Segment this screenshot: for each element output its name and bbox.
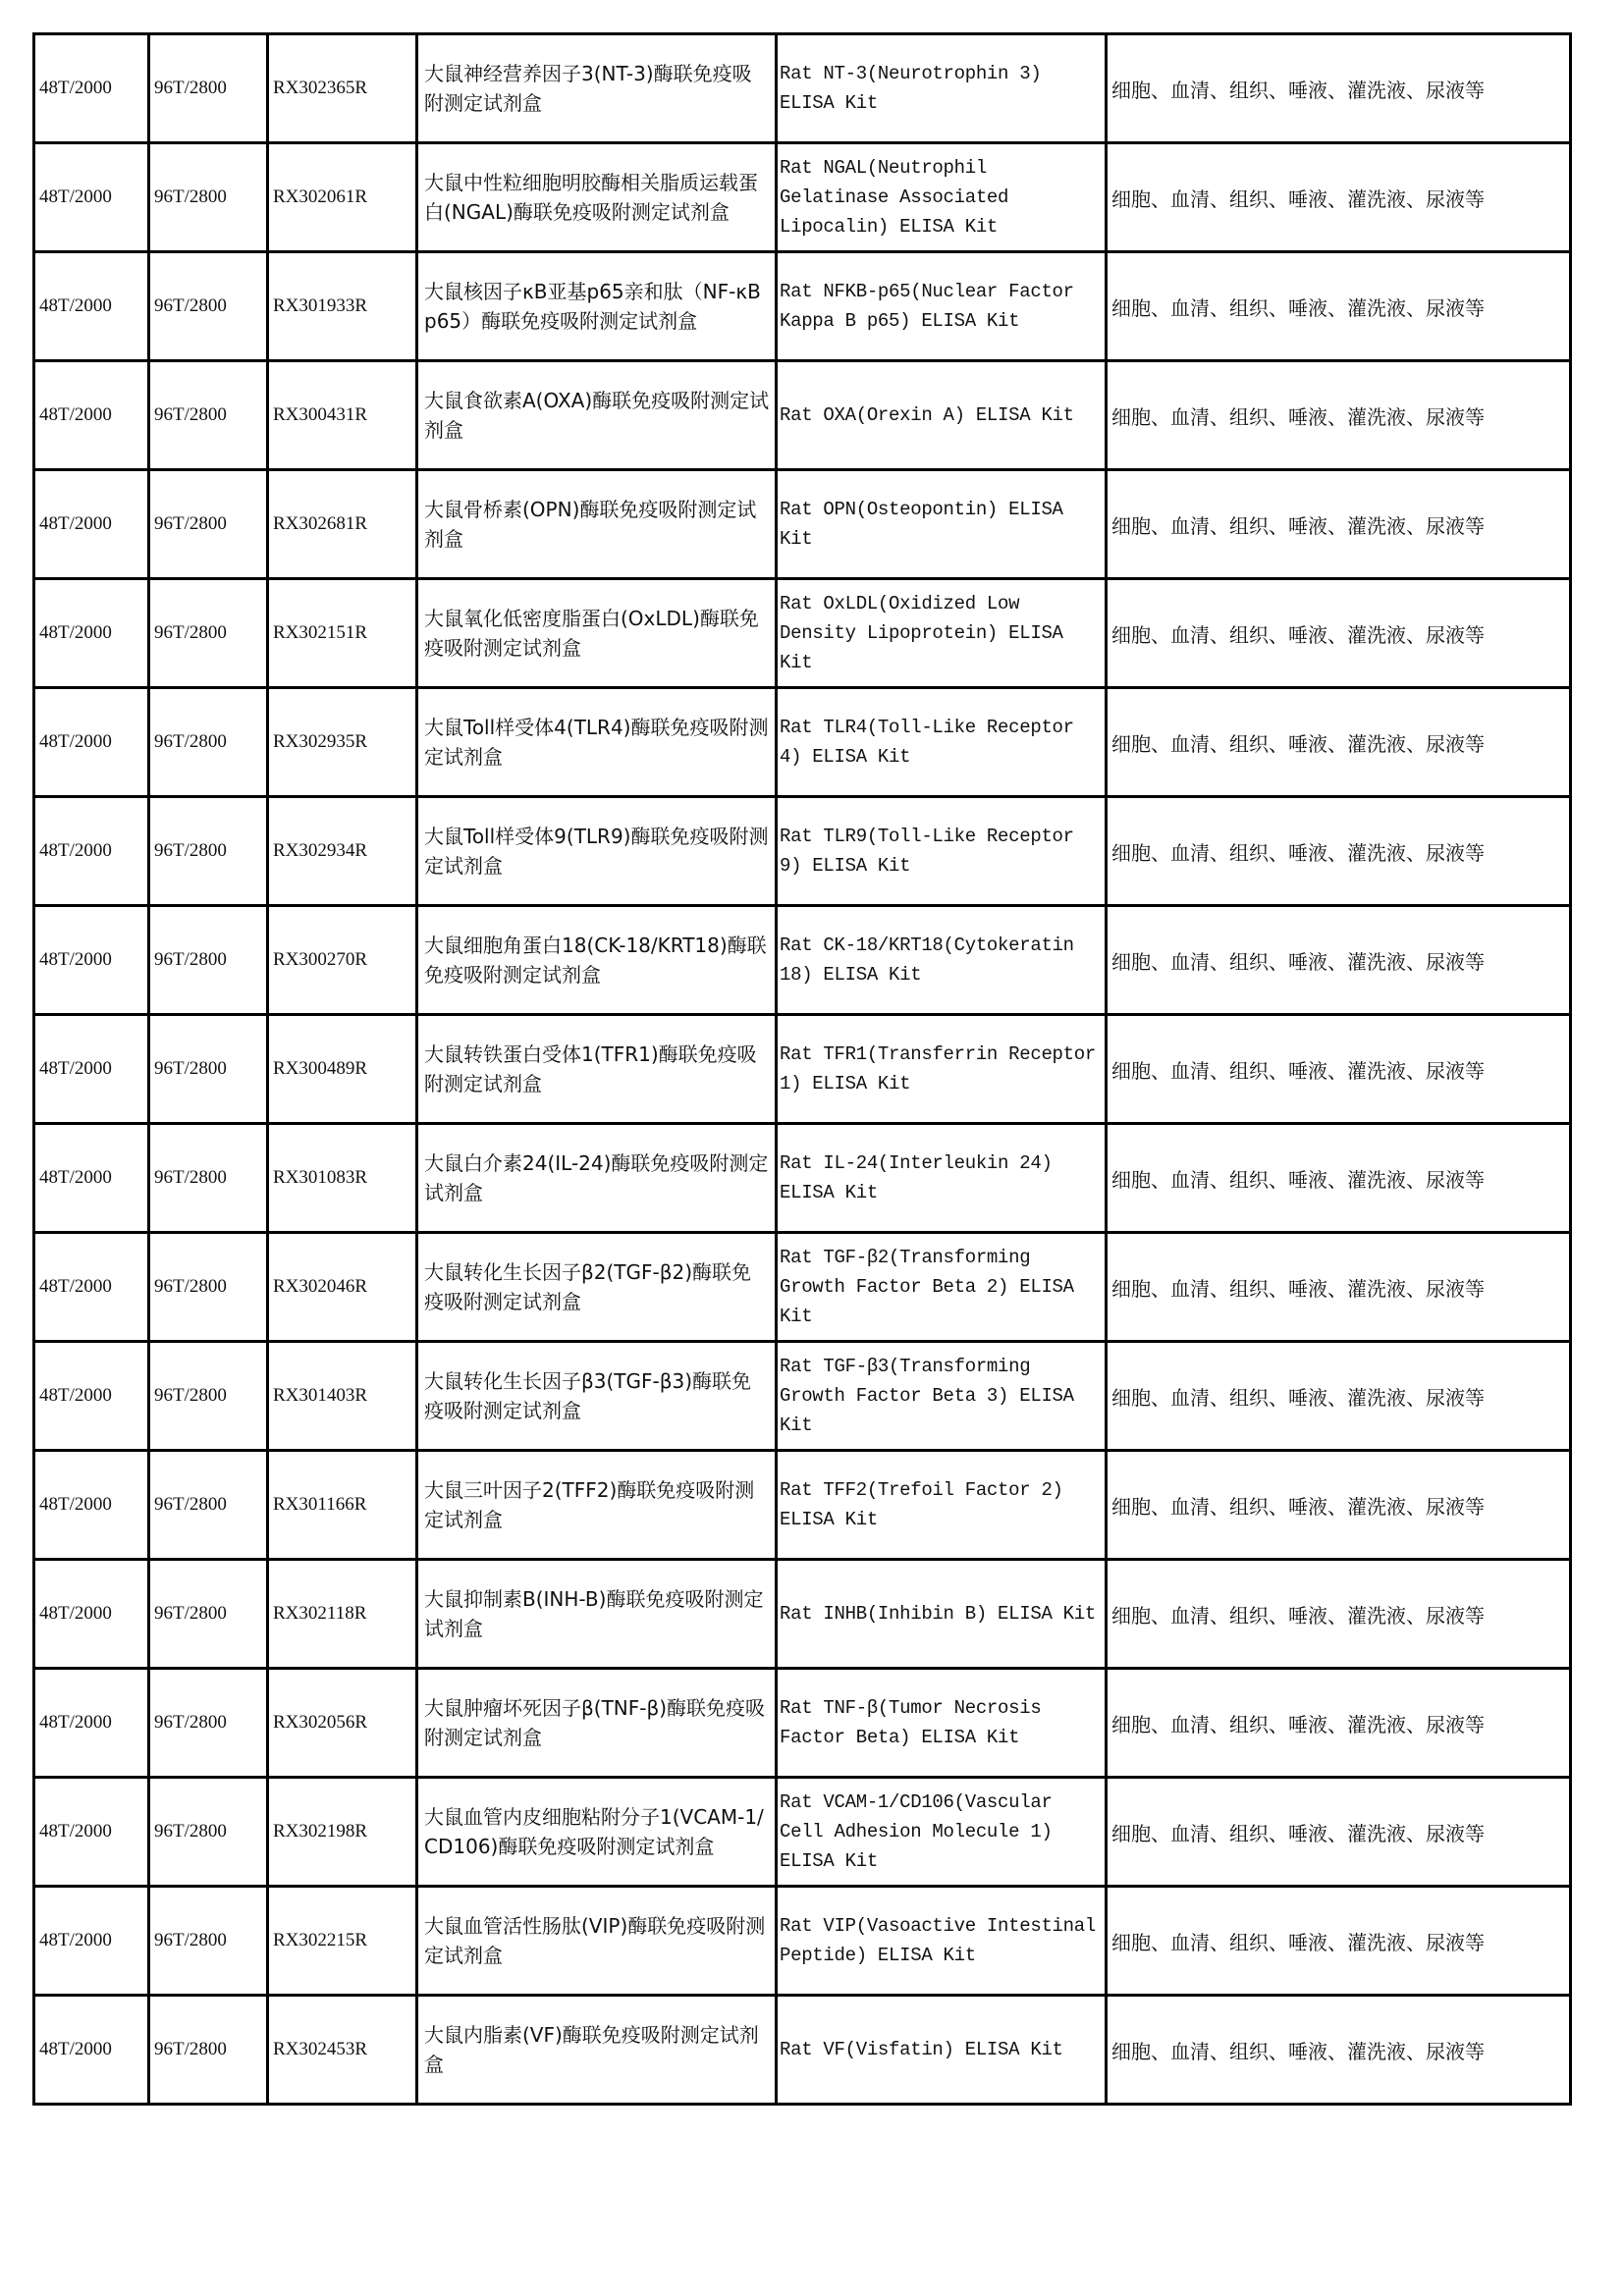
chinese-name-cell: 大鼠细胞角蛋白18(CK-18/KRT18)酶联免疫吸附测定试剂盒 bbox=[417, 906, 777, 1015]
table-row bbox=[34, 143, 1571, 252]
table-row bbox=[34, 1015, 1571, 1124]
spec-large-cell: 96T/2800 bbox=[149, 1778, 268, 1887]
spec-small-cell: 48T/2000 bbox=[34, 688, 149, 797]
english-name-cell: Rat VCAM-1/CD106(Vascular Cell Adhesion Molecule 1) ELISA Kit bbox=[777, 1778, 1107, 1887]
table-row bbox=[34, 34, 1571, 143]
document-page bbox=[32, 32, 1569, 2106]
table-row bbox=[34, 470, 1571, 579]
table-row bbox=[34, 1124, 1571, 1233]
spec-small-cell: 48T/2000 bbox=[34, 1887, 149, 1996]
table-row bbox=[34, 797, 1571, 906]
sample-types-cell: 细胞、血清、组织、唾液、灌洗液、尿液等 bbox=[1107, 579, 1571, 688]
spec-large-cell: 96T/2800 bbox=[149, 1015, 268, 1124]
sample-types-cell: 细胞、血清、组织、唾液、灌洗液、尿液等 bbox=[1107, 688, 1571, 797]
spec-large-cell: 96T/2800 bbox=[149, 1887, 268, 1996]
catalog-number-cell: RX302046R bbox=[268, 1233, 417, 1342]
english-name-cell: Rat TFF2(Trefoil Factor 2) ELISA Kit bbox=[777, 1451, 1107, 1560]
sample-types-cell: 细胞、血清、组织、唾液、灌洗液、尿液等 bbox=[1107, 1778, 1571, 1887]
catalog-number-cell: RX302681R bbox=[268, 470, 417, 579]
sample-types-cell: 细胞、血清、组织、唾液、灌洗液、尿液等 bbox=[1107, 34, 1571, 143]
spec-large-cell: 96T/2800 bbox=[149, 252, 268, 361]
catalog-number-cell: RX302056R bbox=[268, 1669, 417, 1778]
sample-types-cell: 细胞、血清、组织、唾液、灌洗液、尿液等 bbox=[1107, 143, 1571, 252]
spec-small-cell: 48T/2000 bbox=[34, 906, 149, 1015]
sample-types-cell: 细胞、血清、组织、唾液、灌洗液、尿液等 bbox=[1107, 1669, 1571, 1778]
table-row bbox=[34, 361, 1571, 470]
table-row bbox=[34, 1451, 1571, 1560]
english-name-cell: Rat TLR9(Toll-Like Receptor 9) ELISA Kit bbox=[777, 797, 1107, 906]
catalog-number-cell: RX302151R bbox=[268, 579, 417, 688]
catalog-number-cell: RX301166R bbox=[268, 1451, 417, 1560]
english-name-cell: Rat TLR4(Toll-Like Receptor 4) ELISA Kit bbox=[777, 688, 1107, 797]
english-name-cell: Rat INHB(Inhibin B) ELISA Kit bbox=[777, 1560, 1107, 1669]
spec-large-cell: 96T/2800 bbox=[149, 143, 268, 252]
spec-large-cell: 96T/2800 bbox=[149, 1124, 268, 1233]
chinese-name-cell: 大鼠内脂素(VF)酶联免疫吸附测定试剂盒 bbox=[417, 1996, 777, 2105]
elisa-kit-table bbox=[32, 32, 1572, 2106]
catalog-number-cell: RX300489R bbox=[268, 1015, 417, 1124]
catalog-number-cell: RX302453R bbox=[268, 1996, 417, 2105]
catalog-number-cell: RX302198R bbox=[268, 1778, 417, 1887]
table-row bbox=[34, 1887, 1571, 1996]
sample-types-cell: 细胞、血清、组织、唾液、灌洗液、尿液等 bbox=[1107, 1124, 1571, 1233]
sample-types-cell: 细胞、血清、组织、唾液、灌洗液、尿液等 bbox=[1107, 1560, 1571, 1669]
chinese-name-cell: 大鼠神经营养因子3(NT-3)酶联免疫吸附测定试剂盒 bbox=[417, 34, 777, 143]
spec-small-cell: 48T/2000 bbox=[34, 1451, 149, 1560]
chinese-name-cell: 大鼠白介素24(IL-24)酶联免疫吸附测定试剂盒 bbox=[417, 1124, 777, 1233]
spec-small-cell: 48T/2000 bbox=[34, 1669, 149, 1778]
chinese-name-cell: 大鼠Toll样受体4(TLR4)酶联免疫吸附测定试剂盒 bbox=[417, 688, 777, 797]
spec-small-cell: 48T/2000 bbox=[34, 1233, 149, 1342]
spec-small-cell: 48T/2000 bbox=[34, 579, 149, 688]
chinese-name-cell: 大鼠骨桥素(OPN)酶联免疫吸附测定试剂盒 bbox=[417, 470, 777, 579]
spec-small-cell: 48T/2000 bbox=[34, 1342, 149, 1451]
spec-small-cell: 48T/2000 bbox=[34, 470, 149, 579]
catalog-number-cell: RX302365R bbox=[268, 34, 417, 143]
spec-small-cell: 48T/2000 bbox=[34, 1778, 149, 1887]
spec-small-cell: 48T/2000 bbox=[34, 1015, 149, 1124]
english-name-cell: Rat OxLDL(Oxidized Low Density Lipoprotein) ELISA Kit bbox=[777, 579, 1107, 688]
chinese-name-cell: 大鼠转化生长因子β3(TGF-β3)酶联免疫吸附测定试剂盒 bbox=[417, 1342, 777, 1451]
english-name-cell: Rat VIP(Vasoactive Intestinal Peptide) ELISA Kit bbox=[777, 1887, 1107, 1996]
english-name-cell: Rat VF(Visfatin) ELISA Kit bbox=[777, 1996, 1107, 2105]
spec-large-cell: 96T/2800 bbox=[149, 1342, 268, 1451]
chinese-name-cell: 大鼠血管内皮细胞粘附分子1(VCAM-1/CD106)酶联免疫吸附测定试剂盒 bbox=[417, 1778, 777, 1887]
spec-large-cell: 96T/2800 bbox=[149, 1996, 268, 2105]
sample-types-cell: 细胞、血清、组织、唾液、灌洗液、尿液等 bbox=[1107, 1996, 1571, 2105]
sample-types-cell: 细胞、血清、组织、唾液、灌洗液、尿液等 bbox=[1107, 470, 1571, 579]
table-row bbox=[34, 1778, 1571, 1887]
spec-small-cell: 48T/2000 bbox=[34, 361, 149, 470]
spec-large-cell: 96T/2800 bbox=[149, 34, 268, 143]
sample-types-cell: 细胞、血清、组织、唾液、灌洗液、尿液等 bbox=[1107, 361, 1571, 470]
chinese-name-cell: 大鼠食欲素A(OXA)酶联免疫吸附测定试剂盒 bbox=[417, 361, 777, 470]
sample-types-cell: 细胞、血清、组织、唾液、灌洗液、尿液等 bbox=[1107, 797, 1571, 906]
chinese-name-cell: 大鼠核因子κB亚基p65亲和肽（NF-κB p65）酶联免疫吸附测定试剂盒 bbox=[417, 252, 777, 361]
chinese-name-cell: 大鼠Toll样受体9(TLR9)酶联免疫吸附测定试剂盒 bbox=[417, 797, 777, 906]
table-row bbox=[34, 906, 1571, 1015]
english-name-cell: Rat TFR1(Transferrin Receptor 1) ELISA Kit bbox=[777, 1015, 1107, 1124]
chinese-name-cell: 大鼠中性粒细胞明胶酶相关脂质运载蛋白(NGAL)酶联免疫吸附测定试剂盒 bbox=[417, 143, 777, 252]
english-name-cell: Rat OXA(Orexin A) ELISA Kit bbox=[777, 361, 1107, 470]
catalog-number-cell: RX301933R bbox=[268, 252, 417, 361]
catalog-number-cell: RX302215R bbox=[268, 1887, 417, 1996]
table-row bbox=[34, 1560, 1571, 1669]
chinese-name-cell: 大鼠氧化低密度脂蛋白(OxLDL)酶联免疫吸附测定试剂盒 bbox=[417, 579, 777, 688]
english-name-cell: Rat NT-3(Neurotrophin 3) ELISA Kit bbox=[777, 34, 1107, 143]
catalog-number-cell: RX300431R bbox=[268, 361, 417, 470]
spec-large-cell: 96T/2800 bbox=[149, 688, 268, 797]
catalog-number-cell: RX302935R bbox=[268, 688, 417, 797]
chinese-name-cell: 大鼠血管活性肠肽(VIP)酶联免疫吸附测定试剂盒 bbox=[417, 1887, 777, 1996]
spec-large-cell: 96T/2800 bbox=[149, 1669, 268, 1778]
spec-small-cell: 48T/2000 bbox=[34, 797, 149, 906]
spec-small-cell: 48T/2000 bbox=[34, 1996, 149, 2105]
table-row bbox=[34, 1669, 1571, 1778]
sample-types-cell: 细胞、血清、组织、唾液、灌洗液、尿液等 bbox=[1107, 1233, 1571, 1342]
spec-large-cell: 96T/2800 bbox=[149, 361, 268, 470]
sample-types-cell: 细胞、血清、组织、唾液、灌洗液、尿液等 bbox=[1107, 1015, 1571, 1124]
sample-types-cell: 细胞、血清、组织、唾液、灌洗液、尿液等 bbox=[1107, 252, 1571, 361]
table-row bbox=[34, 579, 1571, 688]
spec-small-cell: 48T/2000 bbox=[34, 34, 149, 143]
catalog-number-cell: RX300270R bbox=[268, 906, 417, 1015]
chinese-name-cell: 大鼠转铁蛋白受体1(TFR1)酶联免疫吸附测定试剂盒 bbox=[417, 1015, 777, 1124]
sample-types-cell: 细胞、血清、组织、唾液、灌洗液、尿液等 bbox=[1107, 1451, 1571, 1560]
spec-small-cell: 48T/2000 bbox=[34, 1124, 149, 1233]
english-name-cell: Rat NGAL(Neutrophil Gelatinase Associated Lipocalin) ELISA Kit bbox=[777, 143, 1107, 252]
catalog-number-cell: RX301083R bbox=[268, 1124, 417, 1233]
english-name-cell: Rat IL-24(Interleukin 24) ELISA Kit bbox=[777, 1124, 1107, 1233]
table-row bbox=[34, 252, 1571, 361]
spec-large-cell: 96T/2800 bbox=[149, 906, 268, 1015]
english-name-cell: Rat CK-18/KRT18(Cytokeratin 18) ELISA Kit bbox=[777, 906, 1107, 1015]
chinese-name-cell: 大鼠肿瘤坏死因子β(TNF-β)酶联免疫吸附测定试剂盒 bbox=[417, 1669, 777, 1778]
table-row bbox=[34, 688, 1571, 797]
spec-large-cell: 96T/2800 bbox=[149, 579, 268, 688]
chinese-name-cell: 大鼠转化生长因子β2(TGF-β2)酶联免疫吸附测定试剂盒 bbox=[417, 1233, 777, 1342]
table-row bbox=[34, 1996, 1571, 2105]
spec-large-cell: 96T/2800 bbox=[149, 797, 268, 906]
spec-small-cell: 48T/2000 bbox=[34, 143, 149, 252]
spec-large-cell: 96T/2800 bbox=[149, 1233, 268, 1342]
sample-types-cell: 细胞、血清、组织、唾液、灌洗液、尿液等 bbox=[1107, 906, 1571, 1015]
catalog-number-cell: RX302118R bbox=[268, 1560, 417, 1669]
chinese-name-cell: 大鼠三叶因子2(TFF2)酶联免疫吸附测定试剂盒 bbox=[417, 1451, 777, 1560]
sample-types-cell: 细胞、血清、组织、唾液、灌洗液、尿液等 bbox=[1107, 1887, 1571, 1996]
english-name-cell: Rat TGF-β3(Transforming Growth Factor Beta 3) ELISA Kit bbox=[777, 1342, 1107, 1451]
english-name-cell: Rat NFKB-p65(Nuclear Factor Kappa B p65) ELISA Kit bbox=[777, 252, 1107, 361]
spec-small-cell: 48T/2000 bbox=[34, 252, 149, 361]
spec-large-cell: 96T/2800 bbox=[149, 1451, 268, 1560]
catalog-number-cell: RX301403R bbox=[268, 1342, 417, 1451]
english-name-cell: Rat TNF-β(Tumor Necrosis Factor Beta) ELISA Kit bbox=[777, 1669, 1107, 1778]
spec-large-cell: 96T/2800 bbox=[149, 470, 268, 579]
english-name-cell: Rat TGF-β2(Transforming Growth Factor Beta 2) ELISA Kit bbox=[777, 1233, 1107, 1342]
table-body bbox=[34, 34, 1571, 2105]
catalog-number-cell: RX302934R bbox=[268, 797, 417, 906]
sample-types-cell: 细胞、血清、组织、唾液、灌洗液、尿液等 bbox=[1107, 1342, 1571, 1451]
spec-small-cell: 48T/2000 bbox=[34, 1560, 149, 1669]
table-row bbox=[34, 1233, 1571, 1342]
chinese-name-cell: 大鼠抑制素B(INH-B)酶联免疫吸附测定试剂盒 bbox=[417, 1560, 777, 1669]
catalog-number-cell: RX302061R bbox=[268, 143, 417, 252]
table-row bbox=[34, 1342, 1571, 1451]
english-name-cell: Rat OPN(Osteopontin) ELISA Kit bbox=[777, 470, 1107, 579]
spec-large-cell: 96T/2800 bbox=[149, 1560, 268, 1669]
